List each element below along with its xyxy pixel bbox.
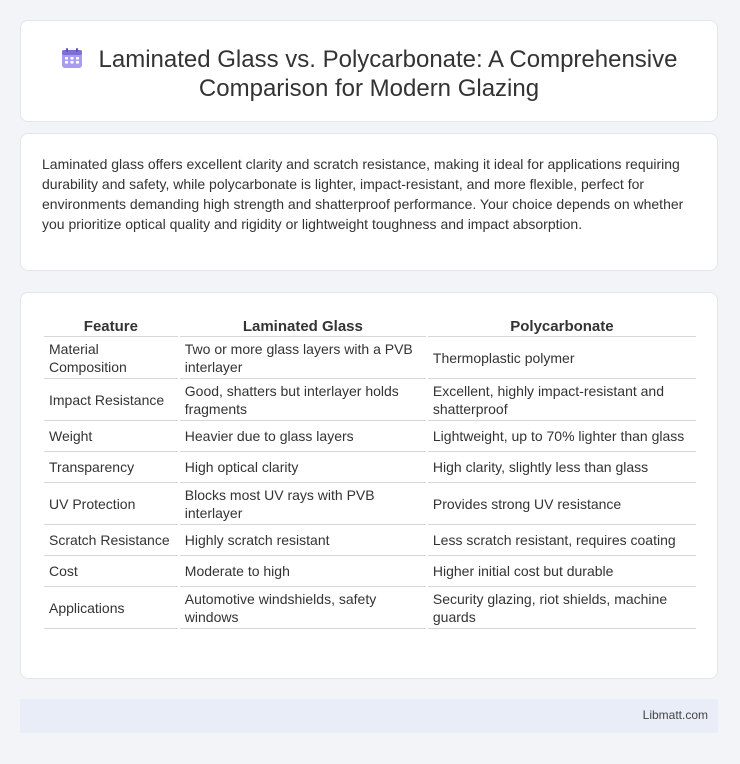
page-title [21,45,717,103]
comparison-table [42,316,698,629]
laminated-cell: Blocks most UV rays with PVB interlayer [180,483,426,525]
polycarbonate-cell: Provides strong UV resistance [428,483,696,525]
title-line-2: Comparison for Modern Glazing [198,75,540,102]
polycarbonate-cell: Less scratch resistant, requires coating [428,525,696,556]
table-row [44,421,696,452]
laminated-cell: Two or more glass layers with a PVB interlayer [180,337,426,379]
polycarbonate-cell: Excellent, highly impact-resistant and shatterproof [428,379,696,421]
table-row [44,556,696,587]
header-laminated-glass: Laminated Glass [180,316,426,337]
laminated-cell: Automotive windshields, safety windows [180,587,426,629]
laminated-cell: Heavier due to glass layers [180,421,426,452]
laminated-cell: Moderate to high [180,556,426,587]
polycarbonate-cell: Security glazing, riot shields, machine guards [428,587,696,629]
feature-cell: Applications [44,587,178,629]
feature-cell: Transparency [44,452,178,483]
laminated-cell: Good, shatters but interlayer holds fragments [180,379,426,421]
summary-card [20,133,718,271]
feature-cell: Scratch Resistance [44,525,178,556]
laminated-cell: Highly scratch resistant [180,525,426,556]
footer [20,699,718,733]
summary-text: Laminated glass offers excellent clarity and scratch resistance, making it ideal for applications requiring durability and safety, while polycarbonate is lighter, impact-resistant, and more flexible, perfect for environments demanding high strength and shatterproof performance. Your choice depends on whether you prioritize optical quality and rigidity or lightweight toughness and impact absorption. [42,156,684,232]
table-row [44,452,696,483]
calendar-grid-icon [61,47,83,69]
feature-cell: Material Composition [44,337,178,379]
feature-cell: Cost [44,556,178,587]
polycarbonate-cell: Higher initial cost but durable [428,556,696,587]
table-row [44,525,696,556]
footer-brand-link[interactable]: Libmatt.com [642,708,708,722]
table-row [44,379,696,421]
header-polycarbonate: Polycarbonate [428,316,696,337]
comparison-card [20,292,718,679]
table-row [44,587,696,629]
header-feature: Feature [44,316,178,337]
title-card [20,20,718,122]
polycarbonate-cell: Thermoplastic polymer [428,337,696,379]
title-line-1: Laminated Glass vs. Polycarbonate: A Comprehensive [98,46,678,73]
polycarbonate-cell: High clarity, slightly less than glass [428,452,696,483]
table-header-row [44,316,696,337]
feature-cell: Weight [44,421,178,452]
polycarbonate-cell: Lightweight, up to 70% lighter than glass [428,421,696,452]
table-row [44,337,696,379]
laminated-cell: High optical clarity [180,452,426,483]
table-row [44,483,696,525]
feature-cell: Impact Resistance [44,379,178,421]
feature-cell: UV Protection [44,483,178,525]
